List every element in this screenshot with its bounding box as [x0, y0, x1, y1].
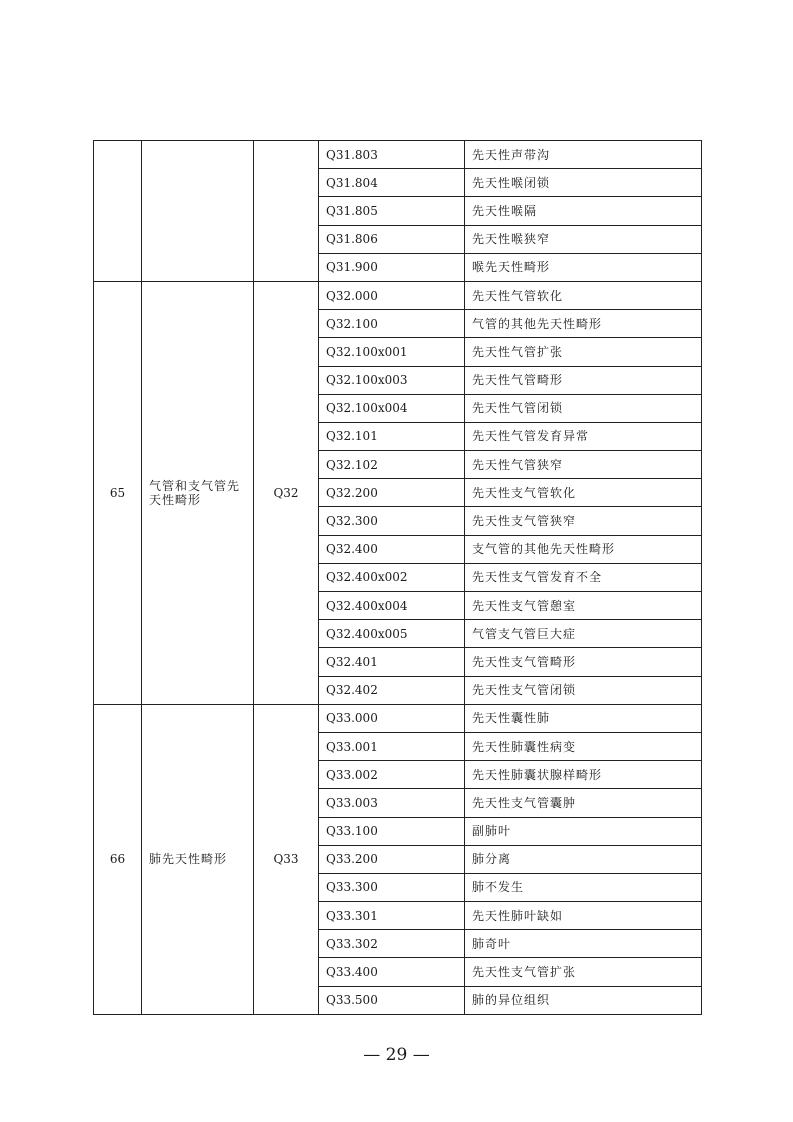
diagnosis-code-cell: Q32.102 [319, 451, 465, 479]
diagnosis-name-cell: 支气管的其他先天性畸形 [465, 535, 702, 563]
category-code-cell: Q32 [254, 281, 319, 704]
diagnosis-code-cell: Q32.100x001 [319, 338, 465, 366]
diagnosis-code-cell: Q32.300 [319, 507, 465, 535]
disease-name-cell: 气管和支气管先天性畸形 [142, 281, 254, 704]
diagnosis-name-cell: 肺的异位组织 [465, 986, 702, 1014]
diagnosis-name-cell: 肺不发生 [465, 873, 702, 901]
diagnosis-name-cell: 先天性肺囊状腺样畸形 [465, 761, 702, 789]
diagnosis-code-cell: Q33.100 [319, 817, 465, 845]
diagnosis-code-cell: Q33.000 [319, 704, 465, 732]
diagnosis-code-cell: Q31.900 [319, 253, 465, 281]
diagnosis-name-cell: 先天性气管发育异常 [465, 422, 702, 450]
diagnosis-code-cell: Q31.803 [319, 141, 465, 169]
diagnosis-name-cell: 先天性喉闭锁 [465, 169, 702, 197]
diagnosis-code-cell: Q32.101 [319, 422, 465, 450]
diagnosis-code-cell: Q33.500 [319, 986, 465, 1014]
diagnosis-code-cell: Q32.400x005 [319, 620, 465, 648]
diagnosis-name-cell: 先天性肺囊性病变 [465, 732, 702, 760]
disease-name-cell [142, 141, 254, 282]
table-row [94, 141, 702, 169]
diagnosis-name-cell: 先天性囊性肺 [465, 704, 702, 732]
diagnosis-code-cell: Q33.003 [319, 789, 465, 817]
diagnosis-code-cell: Q33.301 [319, 902, 465, 930]
diagnosis-code-cell: Q31.804 [319, 169, 465, 197]
diagnosis-name-cell: 先天性肺叶缺如 [465, 902, 702, 930]
diagnosis-code-cell: Q32.000 [319, 281, 465, 309]
diagnosis-name-cell: 先天性支气管软化 [465, 479, 702, 507]
diagnosis-name-cell: 先天性支气管憩室 [465, 592, 702, 620]
page-number: — 29 — [363, 1045, 430, 1065]
diagnosis-name-cell: 先天性气管扩张 [465, 338, 702, 366]
diagnosis-name-cell: 先天性气管闭锁 [465, 394, 702, 422]
icd-code-table [93, 140, 702, 1015]
diagnosis-code-cell: Q31.806 [319, 225, 465, 253]
diagnosis-code-cell: Q31.805 [319, 197, 465, 225]
diagnosis-name-cell: 先天性支气管扩张 [465, 958, 702, 986]
table-row [94, 704, 702, 732]
diagnosis-name-cell: 先天性喉隔 [465, 197, 702, 225]
diagnosis-code-cell: Q32.400 [319, 535, 465, 563]
diagnosis-name-cell: 气管的其他先天性畸形 [465, 310, 702, 338]
diagnosis-name-cell: 先天性支气管囊肿 [465, 789, 702, 817]
diagnosis-name-cell: 先天性支气管狭窄 [465, 507, 702, 535]
table-row [94, 281, 702, 309]
diagnosis-name-cell: 喉先天性畸形 [465, 253, 702, 281]
category-code-cell [254, 141, 319, 282]
diagnosis-code-cell: Q33.001 [319, 732, 465, 760]
diagnosis-name-cell: 先天性支气管发育不全 [465, 563, 702, 591]
diagnosis-code-cell: Q32.100x004 [319, 394, 465, 422]
diagnosis-code-cell: Q32.400x002 [319, 563, 465, 591]
sequence-number-cell: 66 [94, 704, 142, 1014]
diagnosis-code-cell: Q33.302 [319, 930, 465, 958]
diagnosis-name-cell: 副肺叶 [465, 817, 702, 845]
diagnosis-name-cell: 先天性支气管畸形 [465, 648, 702, 676]
diagnosis-name-cell: 先天性声带沟 [465, 141, 702, 169]
diagnosis-code-cell: Q32.100 [319, 310, 465, 338]
diagnosis-name-cell: 先天性气管软化 [465, 281, 702, 309]
diagnosis-code-cell: Q32.402 [319, 676, 465, 704]
diagnosis-code-cell: Q33.200 [319, 845, 465, 873]
diagnosis-code-cell: Q32.100x003 [319, 366, 465, 394]
diagnosis-code-cell: Q32.200 [319, 479, 465, 507]
diagnosis-name-cell: 肺奇叶 [465, 930, 702, 958]
sequence-number-cell [94, 141, 142, 282]
diagnosis-name-cell: 先天性气管狭窄 [465, 451, 702, 479]
disease-name-cell: 肺先天性畸形 [142, 704, 254, 1014]
diagnosis-code-cell: Q33.002 [319, 761, 465, 789]
diagnosis-code-cell: Q33.300 [319, 873, 465, 901]
diagnosis-code-cell: Q33.400 [319, 958, 465, 986]
table-body [94, 141, 702, 1015]
diagnosis-name-cell: 先天性支气管闭锁 [465, 676, 702, 704]
category-code-cell: Q33 [254, 704, 319, 1014]
diagnosis-name-cell: 先天性喉狭窄 [465, 225, 702, 253]
diagnosis-code-cell: Q32.401 [319, 648, 465, 676]
diagnosis-name-cell: 气管支气管巨大症 [465, 620, 702, 648]
diagnosis-name-cell: 先天性气管畸形 [465, 366, 702, 394]
diagnosis-name-cell: 肺分离 [465, 845, 702, 873]
diagnosis-code-cell: Q32.400x004 [319, 592, 465, 620]
sequence-number-cell: 65 [94, 281, 142, 704]
